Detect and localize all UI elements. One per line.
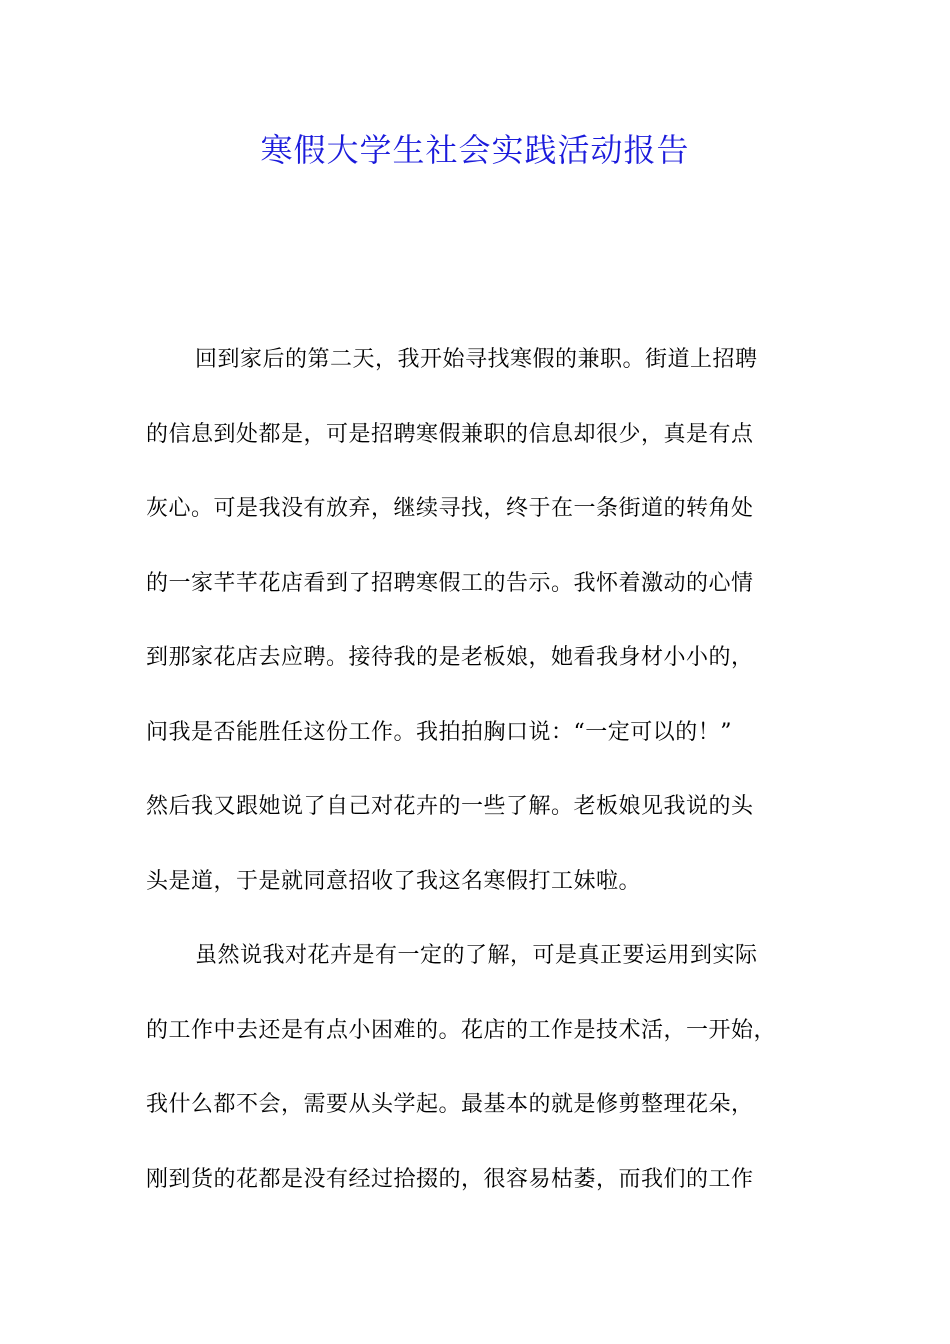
- paragraph-line: 灰心。可是我没有放弃，继续寻找，终于在一条街道的转角处: [146, 496, 754, 521]
- paragraph-line: 然后我又跟她说了自己对花卉的一些了解。老板娘见我说的头: [146, 794, 754, 819]
- paragraph-line: 问我是否能胜任这份工作。我拍拍胸口说：“一定可以的！”: [146, 720, 732, 745]
- paragraph-line: 虽然说我对花卉是有一定的了解，可是真正要运用到实际: [195, 943, 758, 968]
- paragraph-line: 的工作中去还是有点小困难的。花店的工作是技术活，一开始，: [146, 1018, 777, 1043]
- paragraph-line: 回到家后的第二天，我开始寻找寒假的兼职。街道上招聘: [195, 347, 758, 372]
- paragraph-line: 到那家花店去应聘。接待我的是老板娘，她看我身材小小的，: [146, 645, 754, 670]
- paragraph-line: 的一家芊芊花店看到了招聘寒假工的告示。我怀着激动的心情: [146, 571, 754, 596]
- paragraph-line: 头是道，于是就同意招收了我这名寒假打工妹啦。: [146, 869, 642, 894]
- paragraph-line: 我什么都不会，需要从头学起。最基本的就是修剪整理花朵，: [146, 1092, 754, 1117]
- paragraph-line: 刚到货的花都是没有经过拾掇的，很容易枯萎，而我们的工作: [146, 1167, 754, 1192]
- document-title: 寒假大学生社会实践活动报告: [260, 131, 690, 169]
- paragraph-line: 的信息到处都是，可是招聘寒假兼职的信息却很少，真是有点: [146, 422, 754, 447]
